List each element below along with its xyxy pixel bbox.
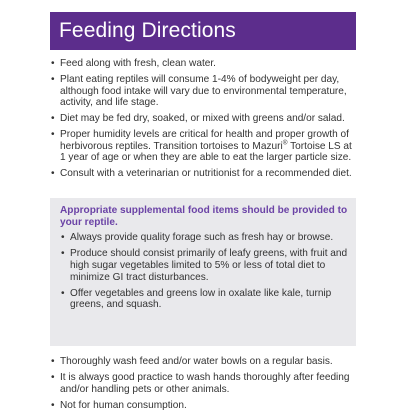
hygiene-section — [50, 356, 358, 416]
supplemental-food-heading: Appropriate supplemental food items should be provided to your reptile. — [60, 205, 348, 228]
list-item-not-for-humans: • Not for human consumption. — [50, 400, 358, 412]
list-item-quality-forage: • Always provide quality forage such as fresh hay or browse. — [60, 232, 350, 244]
list-item-wash-bowls: • Thoroughly wash feed and/or water bowls on a regular basis. — [50, 356, 358, 368]
list-item-diet-preparation: • Diet may be fed dry, soaked, or mixed with greens and/or salad. — [50, 113, 358, 125]
list-item-low-oxalate-vegetables: • Offer vegetables and greens low in oxalate like kale, turnip greens, and squash. — [60, 288, 350, 311]
page-title: Feeding Directions — [59, 19, 236, 42]
supplemental-food-list — [60, 232, 350, 311]
feeding-directions-header — [50, 12, 356, 50]
feeding-instructions-list — [50, 58, 358, 180]
list-item-wash-hands: • It is always good practice to wash hands thoroughly after feeding and/or handling pets or other animals. — [50, 372, 358, 395]
list-item-consult-veterinarian: • Consult with a veterinarian or nutritionist for a recommended diet. — [50, 168, 358, 180]
list-item-fresh-water: • Feed along with fresh, clean water. — [50, 58, 358, 70]
list-item-produce-leafy-greens: • Produce should consist primarily of leafy greens, with fruit and high sugar vegetables limited to 5% or less of total diet to minimize GI tract disturbances. — [60, 248, 350, 283]
list-item-humidity-transition: • Proper humidity levels are critical for health and proper growth of herbivorous reptiles. Transition tortoises to Mazuri® Tortoise LS at 1 year of age or when they are able to eat the larger particle size. — [50, 129, 358, 164]
list-item-bodyweight-consumption: • Plant eating reptiles will consume 1-4% of bodyweight per day, although food intake will vary due to environmental temperature, activity, and life stage. — [50, 74, 358, 109]
hygiene-list — [50, 356, 358, 411]
supplemental-food-box — [50, 198, 356, 346]
feeding-instructions-section — [50, 58, 358, 184]
